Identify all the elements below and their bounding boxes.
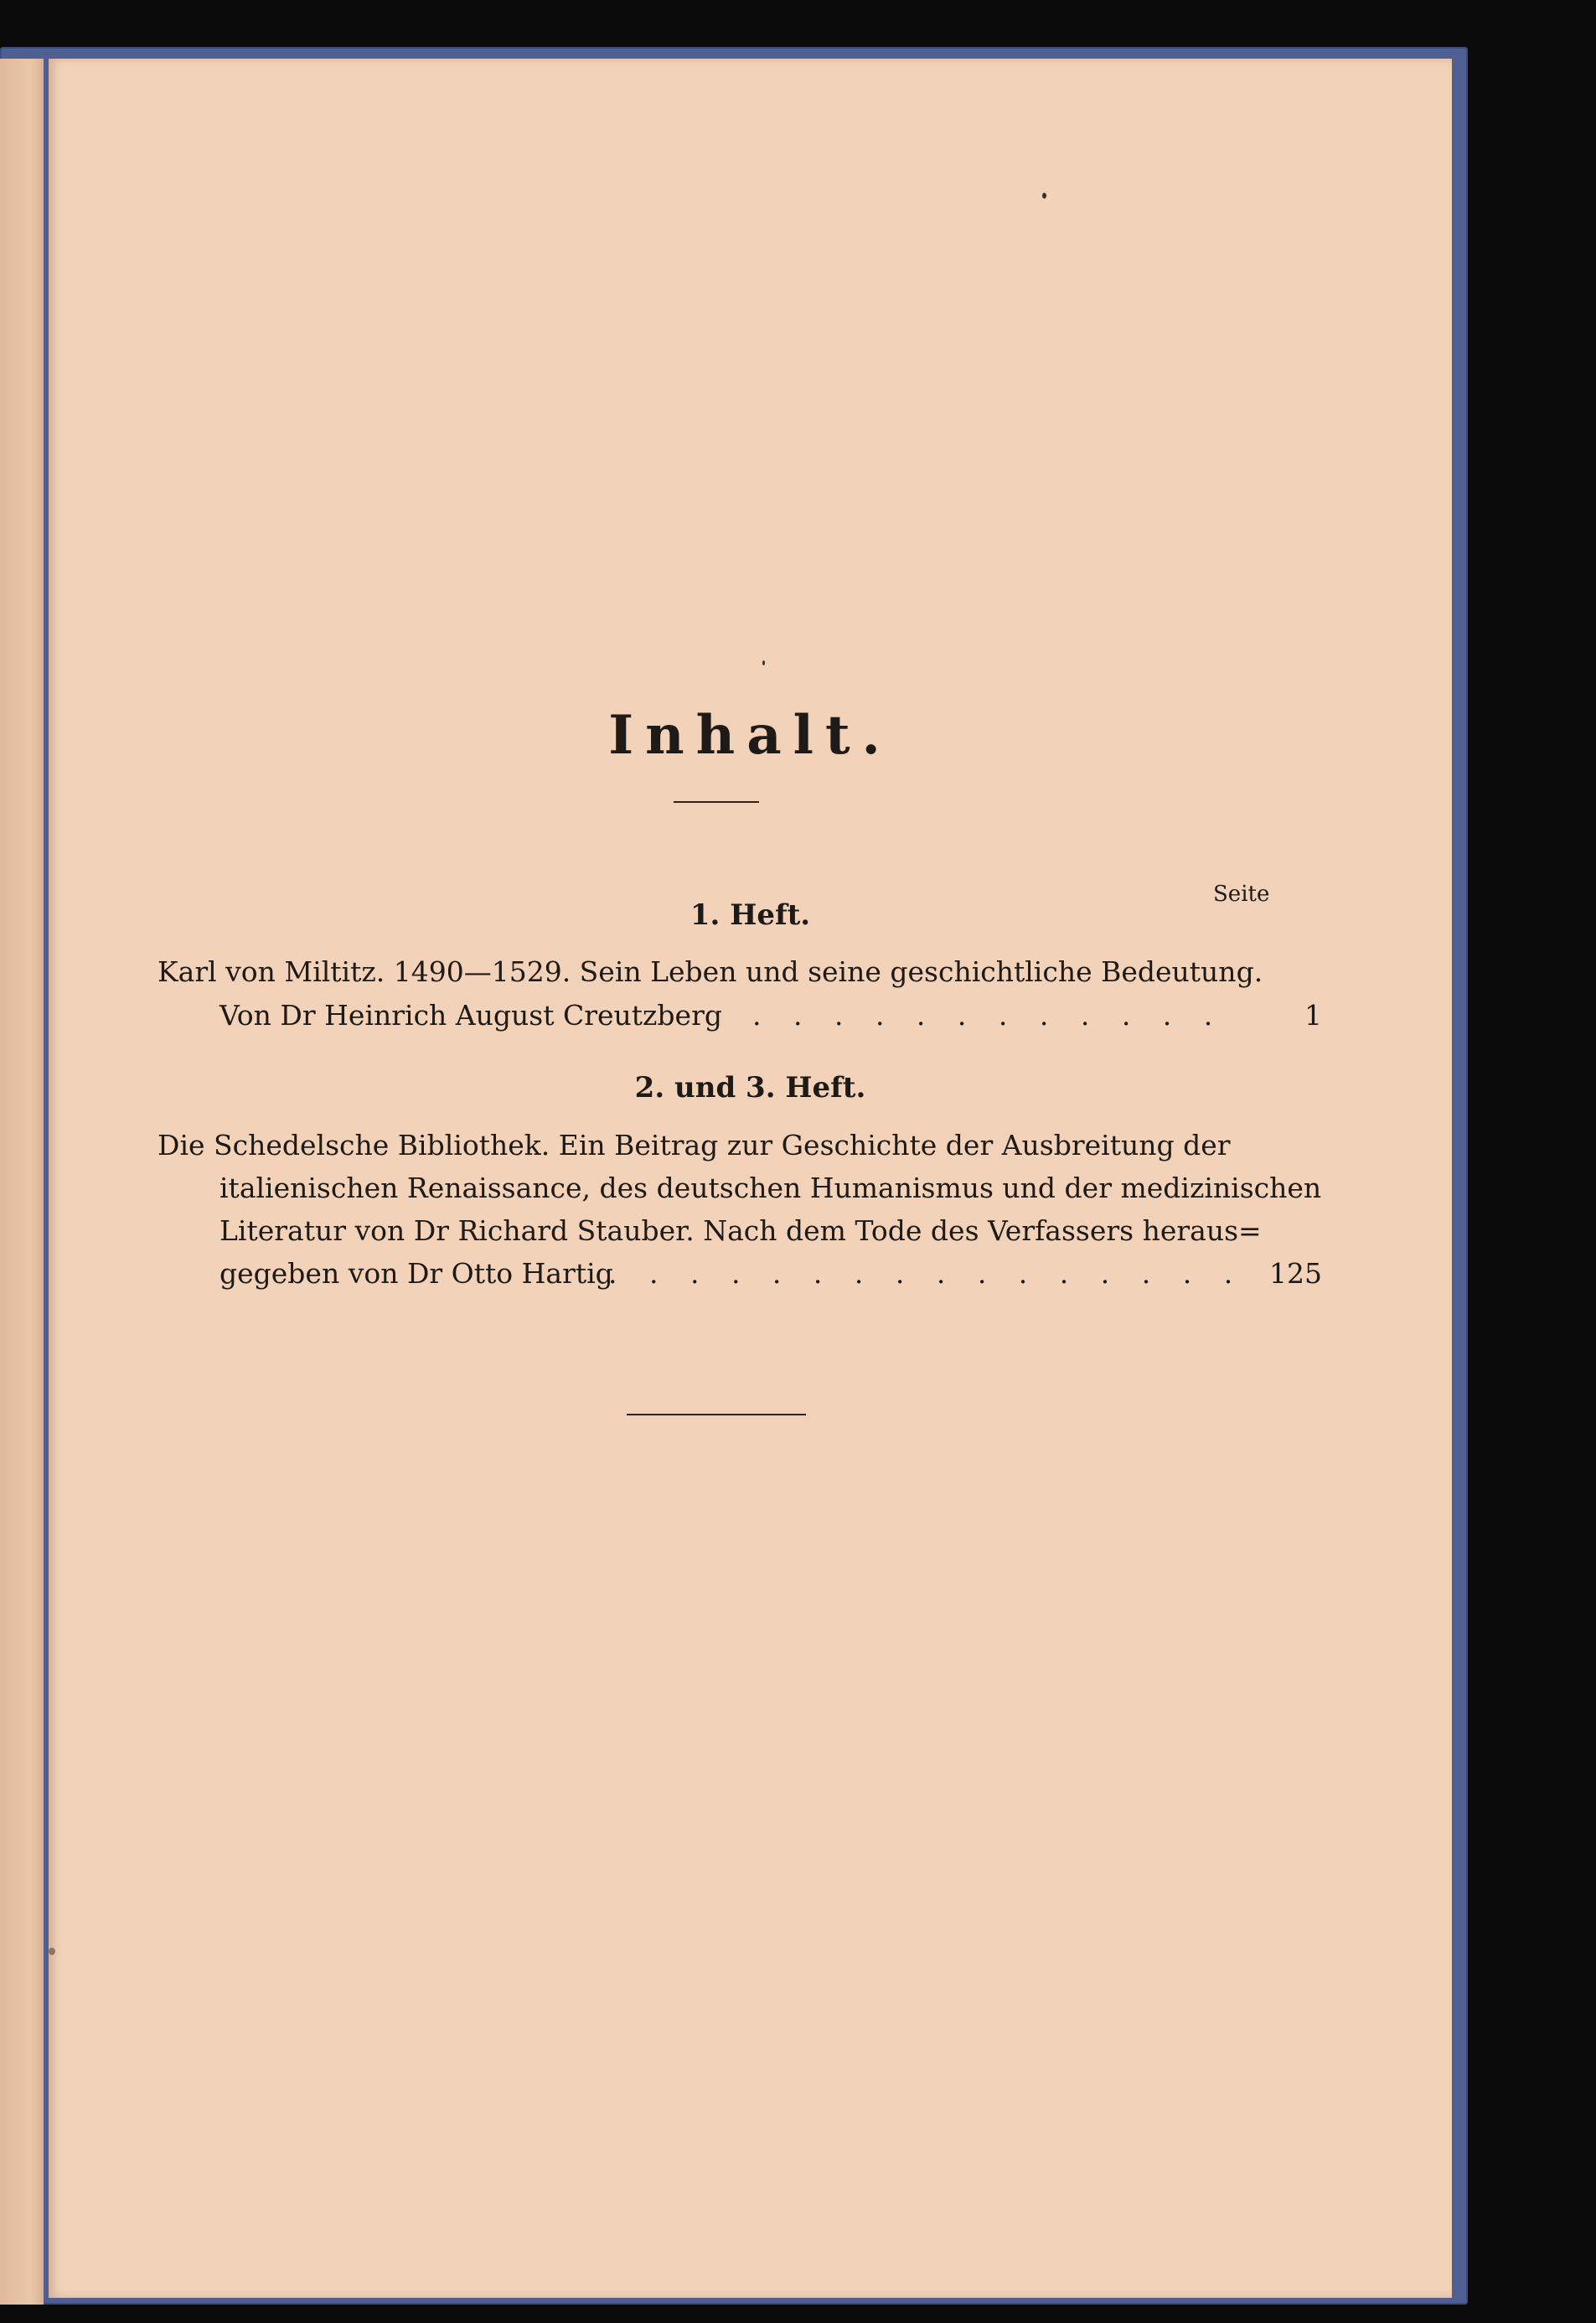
toc-entry-2-line-2: italienischen Renaissance, des deutschen Humanismus und der medizinischen [220,1172,1322,1204]
left-page-edge [0,59,44,2305]
paper-speck [1042,193,1046,199]
paper-speck [49,1948,55,1955]
toc-leader-dots-1: . . . . . . . . . . . . [752,999,1225,1032]
toc-page-number-2: 125 [1269,1257,1322,1290]
toc-entry-1-line-2: Von Dr Heinrich August Creutzberg [220,999,722,1032]
page-title: Inhalt. [608,704,892,767]
book-page [49,59,1452,2298]
page-column-label: Seite [1213,882,1270,907]
toc-entry-2-line-3: Literatur von Dr Richard Stauber. Nach dem Tode des Verfassers heraus= [220,1214,1262,1247]
section-heading-2: 2. und 3. Heft. [634,1071,866,1105]
toc-entry-2-line-1: Die Schedelsche Bibliothek. Ein Beitrag zur Geschichte der Ausbreitung der [158,1129,1231,1162]
toc-leader-dots-2: . . . . . . . . . . . . . . . . [608,1257,1245,1290]
section-heading-1: 1. Heft. [690,898,811,932]
toc-entry-1-line-1: Karl von Miltitz. 1490—1529. Sein Leben und seine geschichtliche Bedeutung. [158,955,1263,988]
toc-page-number-1: 1 [1304,999,1322,1032]
closing-rule [627,1414,806,1415]
toc-entry-2-line-4: gegeben von Dr Otto Hartig [220,1257,613,1290]
title-rule [674,801,759,803]
paper-speck [762,660,765,665]
